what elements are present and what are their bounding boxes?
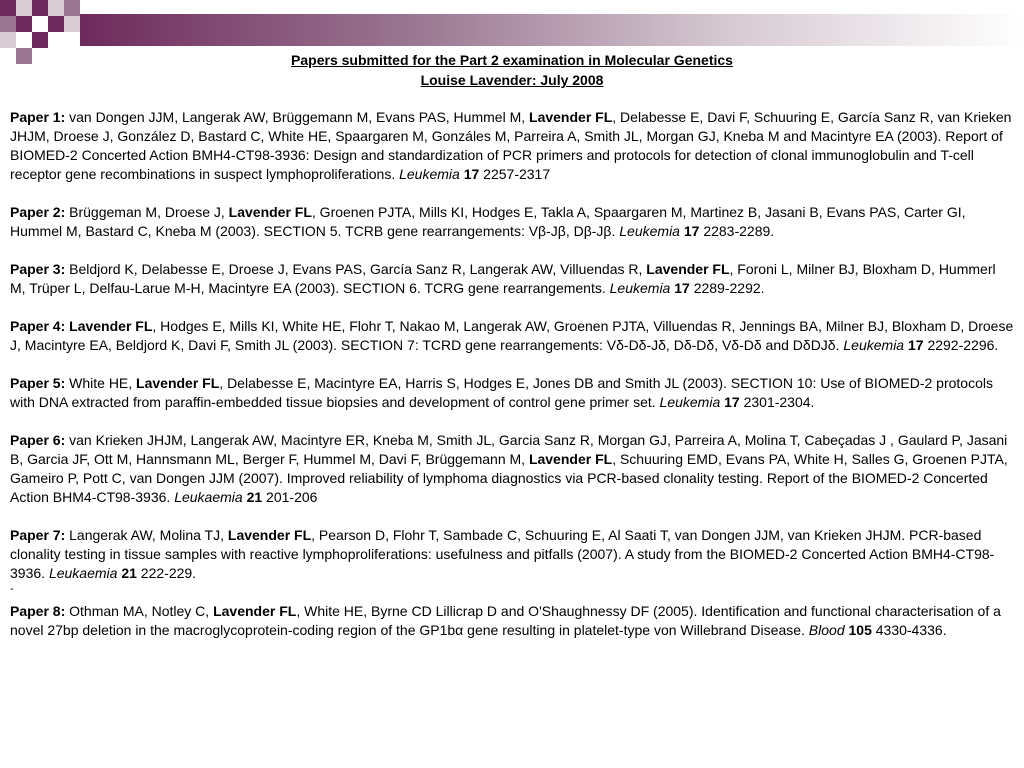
paper-volume: 17: [683, 223, 700, 239]
paper-volume: 17: [724, 394, 740, 410]
paper-pages: 201-206: [262, 489, 318, 505]
paper-highlight-author: Lavender FL: [228, 204, 312, 220]
decor-square: [16, 16, 32, 32]
paper-pages: 2283-2289.: [699, 223, 775, 239]
paper-label: Paper 3:: [10, 261, 66, 277]
paper-entry-7: [10, 526, 1014, 583]
paper-volume: 17: [674, 280, 690, 296]
paper-label: Paper 6:: [10, 432, 66, 448]
paper-highlight-author: Lavender FL: [136, 375, 220, 391]
paper-authors-after: , White HE, Byrne CD Lillicrap D and O'Shaughnessy DF (2005). Identification and functional characterisation of a novel 27bp deletion in the macroglycoprotein-coding region of the GP1bα gene resulting in platelet-type von Willebrand Disease.: [10, 603, 1001, 638]
paper-authors-after: , Foroni L, Milner BJ, Bloxham D, Hummerl M, Trüper L, Delfau-Larue M-H, Macintyre EA (2003). SECTION 6. TCRG gene rearrangements.: [10, 261, 996, 296]
paper-journal: Leukaemia: [174, 489, 243, 505]
paper-highlight-author: Lavender FL: [646, 261, 730, 277]
stray-dash-mark: -: [10, 583, 14, 595]
paper-volume: 21: [246, 489, 263, 505]
paper-authors-after: , Delabesse E, Macintyre EA, Harris S, Hodges E, Jones DB and Smith JL (2003). SECTION 10: Use of BIOMED-2 protocols with DNA extracted from paraffin-embedded tissue biopsies and development of control gene primer set.: [10, 375, 993, 410]
paper-volume: 21: [121, 565, 137, 581]
paper-label: Paper 7:: [10, 527, 66, 543]
decor-square: [64, 0, 80, 16]
decor-square: [0, 0, 16, 16]
title-line-2: Louise Lavender: July 2008: [420, 72, 604, 88]
paper-label: Paper 1:: [10, 109, 66, 125]
paper-authors-after: , Hodges E, Mills KI, White HE, Flohr T, Nakao M, Langerak AW, Groenen PJTA, Villuendas R, Jennings BA, Milner BJ, Bloxham D, Droese J, Macintyre EA, Beldjord K, Davi F, Smith JL (2003). SECTION 7: TCRD gene rearrangements: Vδ-Dδ-Jδ, Dδ-Dδ, Vδ-Dδ and DδDJδ.: [10, 318, 1014, 353]
decor-square: [48, 16, 64, 32]
paper-authors-after: , Pearson D, Flohr T, Sambade C, Schuuring E, Al Saati T, van Dongen JJM, van Krieken JHJM. PCR-based clonality testing in tissue samples with reactive lymphoproliferations: usefulness and pitfalls (2007). A study from the BIOMED-2 Concerted Action BMH4-CT98-3936.: [10, 527, 995, 581]
paper-pages: 2301-2304.: [739, 394, 815, 410]
paper-journal: Leukaemia: [48, 565, 118, 581]
document-title: [0, 50, 1024, 90]
paper-highlight-author: Lavender FL: [227, 527, 312, 543]
paper-entry-1: [10, 108, 1014, 184]
paper-authors-before: van Krieken JHJM, Langerak AW, Macintyre ER, Kneba M, Smith JL, Garcia Sanz R, Morgan GJ, Parreira A, Molina T, Cabeçadas J , Gaulard P, Jasani B, Garcia JF, Ott M, Hannsmann ML, Berger F, Hummel M, Davi F, Brüggemann M,: [10, 432, 1008, 467]
paper-label: Paper 8:: [10, 603, 66, 619]
paper-authors-after: , Delabesse E, Davi F, Schuuring E, García Sanz R, van Krieken JHJM, Droese J, González D, Bastard C, White HE, Spaargaren M, Gonzáles M, Parreira A, Smith JL, Morgan GJ, Kneba M and Macintyre EA (2003). Report of BIOMED-2 Concerted Action BMH4-CT98-3936: Design and standardization of PCR primers and protocols for detection of clonal immunoglobulin and T-cell receptor gene recombinations in suspect lymphoproliferations.: [10, 109, 1012, 182]
decor-square: [32, 0, 48, 16]
decor-square: [16, 0, 32, 16]
decor-square: [32, 32, 48, 48]
paper-journal: Leukemia: [843, 337, 905, 353]
paper-volume: 17: [463, 166, 480, 182]
paper-authors-before: van Dongen JJM, Langerak AW, Brüggemann M, Evans PAS, Hummel M,: [65, 109, 530, 125]
paper-highlight-author: Lavender FL: [213, 603, 297, 619]
paper-journal: Leukemia: [399, 166, 460, 182]
paper-authors-after: , Groenen PJTA, Mills KI, Hodges E, Takla A, Spaargaren M, Martinez B, Jasani B, Evans PAS, Carter GI, Hummel M, Bastard C, Kneba M (2003). SECTION 5. TCRB gene rearrangements: Vβ-Jβ, Dβ-Jβ.: [10, 204, 966, 239]
paper-pages: 2292-2296.: [923, 337, 999, 353]
paper-pages: 2289-2292.: [689, 280, 765, 296]
paper-volume: 105: [848, 622, 872, 638]
paper-authors-before: Langerak AW, Molina TJ,: [65, 527, 228, 543]
paper-authors-before: White HE,: [65, 375, 137, 391]
paper-label: Paper 2:: [10, 204, 66, 220]
title-line-1: Papers submitted for the Part 2 examination in Molecular Genetics: [291, 52, 733, 68]
paper-entry-8: [10, 602, 1014, 640]
header-gradient-bar: [80, 14, 1024, 46]
paper-authors-after: , Schuuring EMD, Evans PA, White H, Salles G, Groenen PJTA, Gameiro P, Pott C, van Dongen JJM (2007). Improved reliability of lymphoma diagnostics via PCR-based clonality testing. Report of the BIOMED-2 Concerted Action BHM4-CT98-3936.: [10, 451, 1008, 505]
paper-highlight-author: Lavender FL: [69, 318, 153, 334]
paper-highlight-author: Lavender FL: [529, 109, 613, 125]
paper-entry-5: [10, 374, 1014, 412]
decor-square: [64, 16, 80, 32]
paper-pages: 2257-2317: [479, 166, 551, 182]
paper-journal: Leukemia: [659, 394, 721, 410]
paper-journal: Leukemia: [619, 223, 680, 239]
paper-label: Paper 5:: [10, 375, 66, 391]
paper-volume: 17: [907, 337, 924, 353]
paper-journal: Leukemia: [609, 280, 671, 296]
paper-pages: 4330-4336.: [871, 622, 947, 638]
paper-entry-6: [10, 431, 1014, 507]
decor-square: [0, 16, 16, 32]
paper-pages: 222-229.: [136, 565, 197, 581]
paper-entry-4: [10, 317, 1014, 355]
decor-square: [48, 0, 64, 16]
paper-label: Paper 4:: [10, 318, 66, 334]
paper-entry-3: [10, 260, 1014, 298]
decor-square: [0, 32, 16, 48]
paper-authors-before: Beldjord K, Delabesse E, Droese J, Evans PAS, García Sanz R, Langerak AW, Villuendas R,: [65, 261, 647, 277]
paper-list: [10, 108, 1014, 659]
paper-highlight-author: Lavender FL: [528, 451, 613, 467]
paper-entry-2: [10, 203, 1014, 241]
paper-authors-before: Othman MA, Notley C,: [65, 603, 214, 619]
paper-authors-before: Brüggeman M, Droese J,: [65, 204, 229, 220]
paper-journal: Blood: [808, 622, 845, 638]
